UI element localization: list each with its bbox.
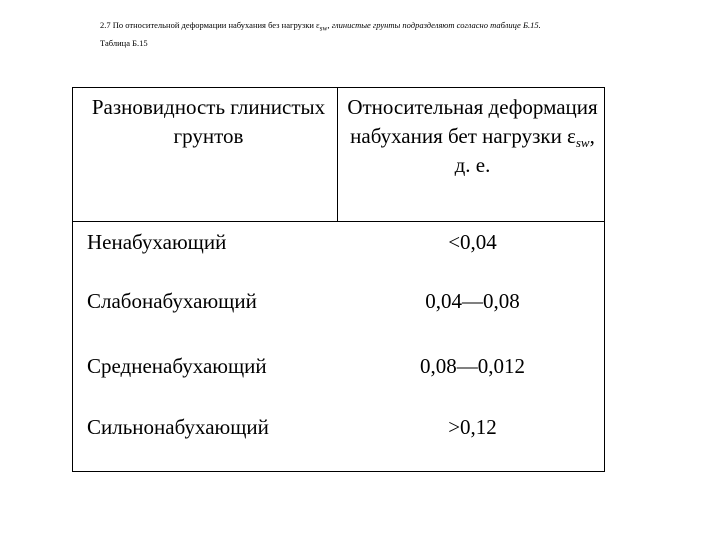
row-name: Средненабухающий xyxy=(87,354,267,378)
caption-subscript: sw xyxy=(319,24,328,33)
row-value: 0,04—0,08 xyxy=(425,289,520,313)
row-name: Сильнонабухающий xyxy=(87,415,269,439)
caption xyxy=(100,18,541,50)
caption-text-a: 2.7 По относительной деформации набухания без нагрузки ε xyxy=(100,20,320,30)
row-name: Слабонабухающий xyxy=(87,289,257,313)
row-value: 0,08—0,012 xyxy=(420,354,525,378)
header-swelling-deformation xyxy=(340,93,605,180)
header-swelling-main: Относительная деформация набухания бет нагрузки ε xyxy=(347,95,598,148)
header-swelling-subscript: sw xyxy=(575,135,590,150)
header-divider-horizontal xyxy=(72,221,605,222)
header-divider-vertical xyxy=(337,87,338,222)
caption-text-b: , глинистые грунты подразделяют согласно таблице Б.15. xyxy=(327,20,541,30)
table-label: Таблица Б.15 xyxy=(100,37,148,48)
row-value: <0,04 xyxy=(448,230,497,254)
caption-line-1 xyxy=(100,18,541,36)
row-value: >0,12 xyxy=(448,415,497,439)
header-swelling-unit: , д. е. xyxy=(454,124,595,177)
row-name: Ненабухающий xyxy=(87,230,227,254)
header-soil-type: Разновидность глинистых грунтов xyxy=(91,95,326,148)
